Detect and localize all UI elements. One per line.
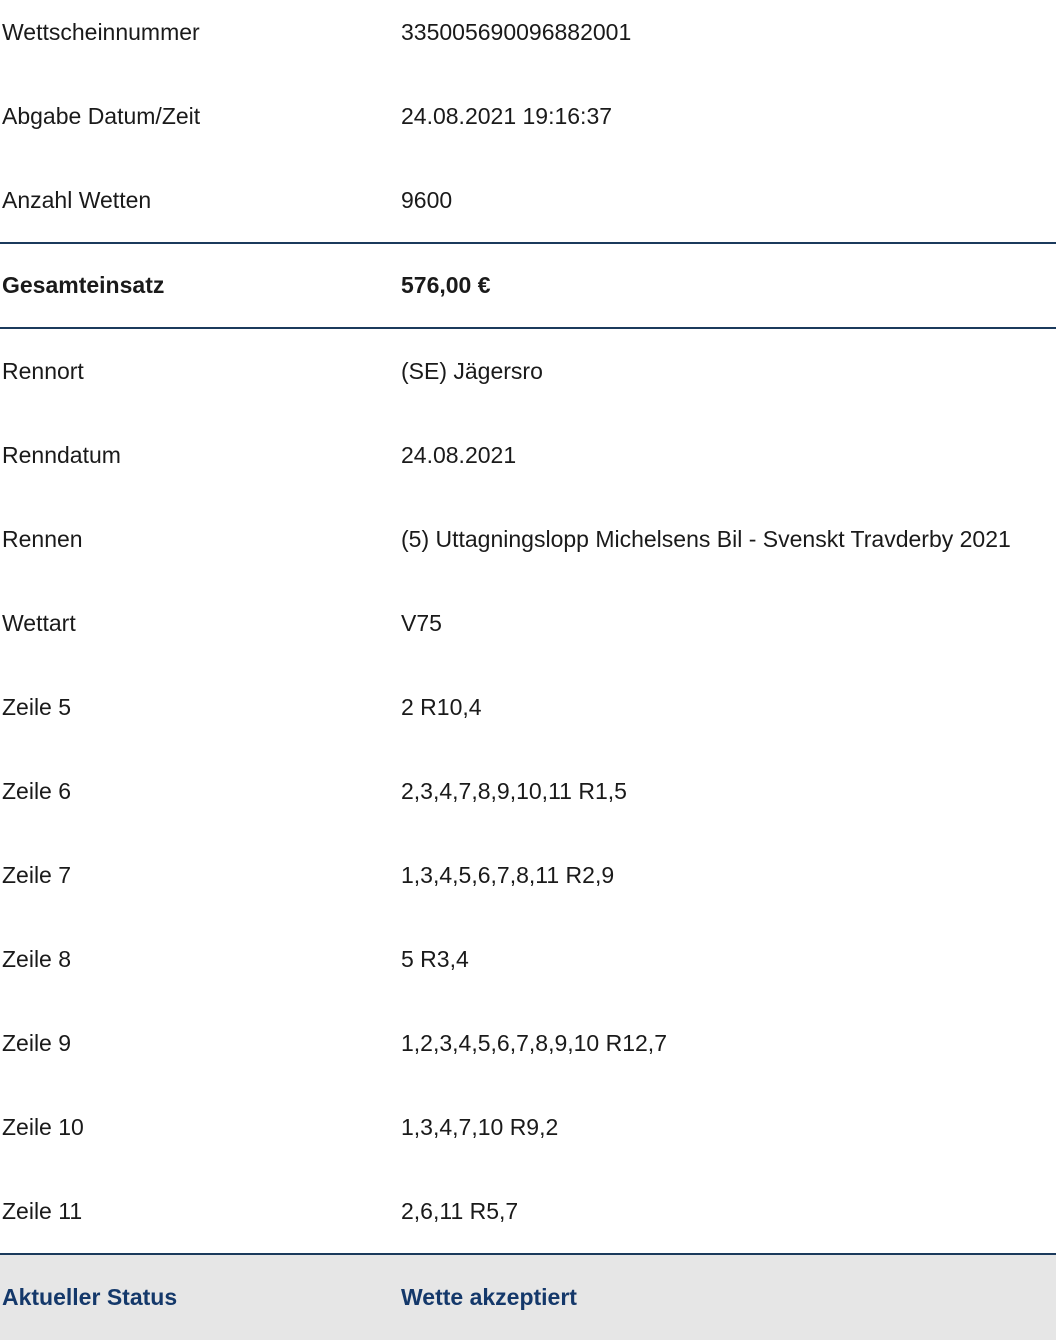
race-label: Rennen — [2, 525, 83, 552]
line-row — [0, 917, 1056, 1001]
line-row — [0, 1085, 1056, 1169]
venue-row — [0, 329, 1056, 413]
status-label: Aktueller Status — [2, 1284, 178, 1310]
ticket-number-row — [0, 0, 1056, 74]
line-value: 1,3,4,5,6,7,8,11 R2,9 — [401, 861, 615, 888]
race-date-row — [0, 413, 1056, 497]
line-label: Zeile 7 — [2, 861, 72, 888]
line-label: Zeile 5 — [2, 693, 72, 720]
line-value: 1,2,3,4,5,6,7,8,9,10 R12,7 — [401, 1029, 667, 1056]
line-value: 2,6,11 R5,7 — [401, 1197, 519, 1224]
ticket-number-label: Wettscheinnummer — [2, 18, 200, 45]
line-row — [0, 1169, 1056, 1253]
race-date-value: 24.08.2021 — [401, 441, 517, 468]
line-value: 2 R10,4 — [401, 693, 482, 720]
total-stake-label: Gesamteinsatz — [2, 272, 165, 298]
submitted-datetime-label: Abgabe Datum/Zeit — [2, 102, 201, 129]
status-row — [0, 1253, 1056, 1340]
submitted-datetime-value: 24.08.2021 19:16:37 — [401, 102, 613, 129]
bet-type-row — [0, 581, 1056, 665]
bet-type-label: Wettart — [2, 609, 76, 636]
submitted-datetime-row — [0, 74, 1056, 158]
ticket-number-value: 335005690096882001 — [401, 18, 632, 45]
line-value: 5 R3,4 — [401, 945, 469, 972]
line-label: Zeile 11 — [2, 1197, 83, 1224]
line-value: 1,3,4,7,10 R9,2 — [401, 1113, 559, 1140]
bet-count-label: Anzahl Wetten — [2, 186, 152, 213]
bet-count-value: 9600 — [401, 186, 453, 213]
line-label: Zeile 10 — [2, 1113, 84, 1140]
line-label: Zeile 9 — [2, 1029, 72, 1056]
line-row — [0, 1001, 1056, 1085]
line-row — [0, 833, 1056, 917]
bet-type-value: V75 — [401, 609, 442, 636]
status-badge: Wette akzeptiert — [401, 1284, 577, 1310]
race-row — [0, 497, 1056, 581]
bet-count-row — [0, 158, 1056, 242]
venue-label: Rennort — [2, 357, 84, 384]
total-stake-row — [0, 242, 1056, 329]
line-row — [0, 665, 1056, 749]
line-value: 2,3,4,7,8,9,10,11 R1,5 — [401, 777, 627, 804]
race-value: (5) Uttagningslopp Michelsens Bil - Svenskt Travderby 2021 — [401, 525, 1011, 552]
total-stake-value: 576,00 € — [401, 272, 491, 298]
venue-value: (SE) Jägersro — [401, 357, 543, 384]
line-row — [0, 749, 1056, 833]
race-date-label: Renndatum — [2, 441, 121, 468]
line-label: Zeile 8 — [2, 945, 72, 972]
line-label: Zeile 6 — [2, 777, 72, 804]
